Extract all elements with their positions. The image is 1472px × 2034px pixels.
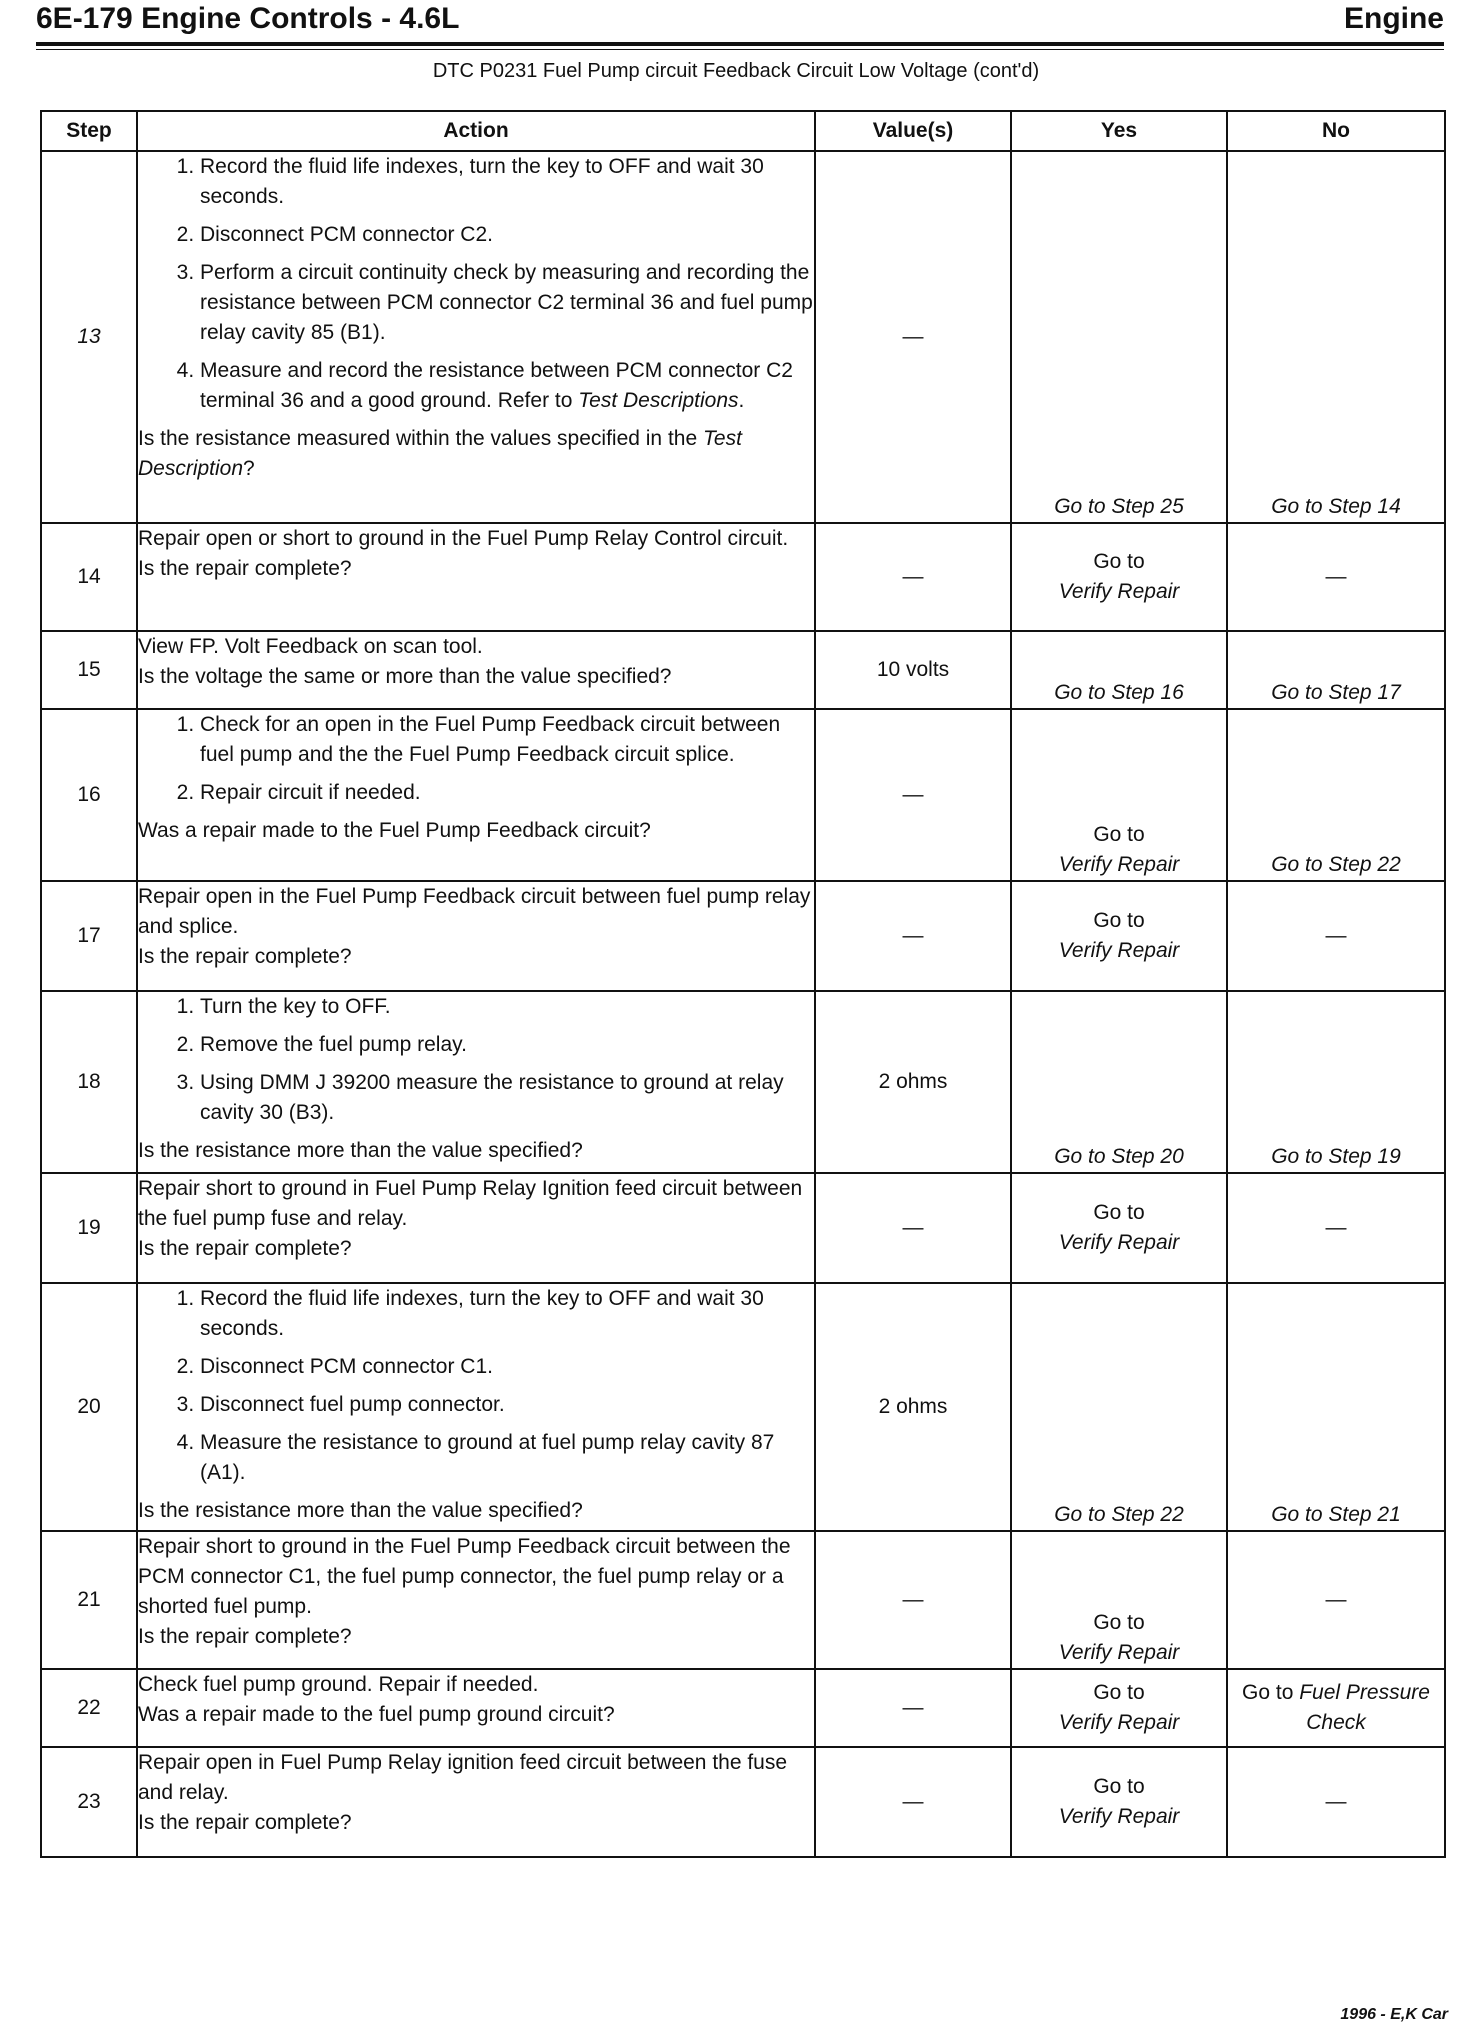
action-question: Was a repair made to the fuel pump ground circuit? (138, 1703, 615, 1726)
step-number: 20 (41, 1283, 137, 1531)
table-row (41, 1173, 1445, 1283)
step-number: 17 (41, 881, 137, 991)
no-result: Go to Step 22 (1227, 709, 1445, 881)
yes-result: Go to Step 25 (1011, 151, 1227, 523)
table-row (41, 631, 1445, 709)
header-rule-thin (36, 49, 1444, 50)
column-header-values: Value(s) (815, 111, 1011, 151)
cross-reference: Test Description (138, 427, 742, 480)
table-header-row (41, 111, 1445, 151)
action-cell (137, 1747, 815, 1857)
table-row (41, 1531, 1445, 1669)
action-question: Is the resistance more than the value specified? (138, 1139, 583, 1162)
value-cell: 10 volts (815, 631, 1011, 709)
cross-reference: Verify Repair (1058, 580, 1180, 603)
step-number: 21 (41, 1531, 137, 1669)
action-cell (137, 1669, 815, 1747)
table-row (41, 709, 1445, 881)
cross-reference: Verify Repair (1058, 939, 1180, 962)
step-number: 23 (41, 1747, 137, 1857)
action-text: Repair open in Fuel Pump Relay ignition feed circuit between the fuse and relay. (138, 1751, 788, 1804)
action-step: 3. Perform a circuit continuity check by measuring and recording the resistance between PCM connector C2 terminal 36 and fuel pump relay cavity 85 (B1). (200, 258, 814, 348)
action-step: 2. Disconnect PCM connector C1. (200, 1352, 814, 1382)
action-cell (137, 151, 815, 523)
action-text: Repair open in the Fuel Pump Feedback circuit between fuel pump relay and splice. (138, 885, 811, 938)
yes-result: Go to Verify Repair (1011, 709, 1227, 881)
action-step: 2. Disconnect PCM connector C2. (200, 220, 814, 250)
table-row (41, 1283, 1445, 1531)
no-result: Go to Step 14 (1227, 151, 1445, 523)
yes-result: Go to Verify Repair (1011, 1173, 1227, 1283)
cross-reference: Verify Repair (1058, 1641, 1180, 1664)
action-text: Repair open or short to ground in the Fuel Pump Relay Control circuit. (138, 527, 789, 550)
no-result: — (1227, 1531, 1445, 1669)
no-result: Go to Fuel Pressure Check (1227, 1669, 1445, 1747)
no-result: Go to Step 21 (1227, 1283, 1445, 1531)
action-question: Is the repair complete? (138, 1237, 352, 1260)
yes-result: Go to Step 20 (1011, 991, 1227, 1173)
step-number: 14 (41, 523, 137, 631)
no-result: — (1227, 523, 1445, 631)
action-step: 4. Measure and record the resistance between PCM connector C2 terminal 36 and a good ground. Refer to Test Descriptions. (200, 356, 814, 416)
yes-result: Go to Verify Repair (1011, 1531, 1227, 1669)
column-header-step: Step (41, 111, 137, 151)
table-title: DTC P0231 Fuel Pump circuit Feedback Circuit Low Voltage (cont'd) (432, 60, 1040, 82)
action-question: Is the resistance measured within the values specified in the Test Description? (138, 427, 742, 480)
action-question: Is the voltage the same or more than the value specified? (138, 665, 672, 688)
action-step: 3. Disconnect fuel pump connector. (200, 1390, 814, 1420)
cross-reference: Verify Repair (1058, 1711, 1180, 1734)
step-number: 16 (41, 709, 137, 881)
action-text: Repair short to ground in the Fuel Pump Feedback circuit between the PCM connector C1, the fuel pump connector, the fuel pump relay or a shorted fuel pump. (138, 1535, 791, 1618)
action-cell (137, 1283, 815, 1531)
action-step: 2. Repair circuit if needed. (200, 778, 814, 808)
action-step: 3. Using DMM J 39200 measure the resistance to ground at relay cavity 30 (B3). (200, 1068, 814, 1128)
no-result: Go to Step 17 (1227, 631, 1445, 709)
table-row (41, 1669, 1445, 1747)
action-question: Is the repair complete? (138, 557, 352, 580)
action-question: Was a repair made to the Fuel Pump Feedback circuit? (138, 819, 651, 842)
step-number: 15 (41, 631, 137, 709)
action-question: Is the resistance more than the value specified? (138, 1499, 583, 1522)
yes-result: Go to Verify Repair (1011, 881, 1227, 991)
yes-result: Go to Step 22 (1011, 1283, 1227, 1531)
column-header-no: No (1227, 111, 1445, 151)
no-result: — (1227, 1173, 1445, 1283)
cross-reference: Test Descriptions (578, 389, 739, 412)
action-cell (137, 1531, 815, 1669)
section-name: Engine (1343, 2, 1444, 35)
action-cell (137, 1173, 815, 1283)
column-header-action: Action (137, 111, 815, 151)
value-cell: — (815, 1531, 1011, 1669)
action-cell (137, 709, 815, 881)
step-number: 18 (41, 991, 137, 1173)
cross-reference: Verify Repair (1058, 1805, 1180, 1828)
value-cell: — (815, 881, 1011, 991)
value-cell: — (815, 151, 1011, 523)
action-steps (138, 1284, 814, 1488)
action-step: 4. Measure the resistance to ground at fuel pump relay cavity 87 (A1). (200, 1428, 814, 1488)
header-rule (36, 42, 1444, 46)
cross-reference: Verify Repair (1058, 853, 1180, 876)
action-question: Is the repair complete? (138, 945, 352, 968)
action-text: Check fuel pump ground. Repair if needed. (138, 1673, 539, 1696)
value-cell: 2 ohms (815, 1283, 1011, 1531)
value-cell: — (815, 1669, 1011, 1747)
column-header-yes: Yes (1011, 111, 1227, 151)
value-cell: — (815, 1747, 1011, 1857)
yes-result: Go to Verify Repair (1011, 1747, 1227, 1857)
yes-result: Go to Verify Repair (1011, 1669, 1227, 1747)
action-cell (137, 631, 815, 709)
action-cell (137, 881, 815, 991)
action-steps (138, 152, 814, 416)
value-cell: — (815, 523, 1011, 631)
table-row (41, 1747, 1445, 1857)
value-cell: — (815, 1173, 1011, 1283)
action-step: 1. Turn the key to OFF. (200, 992, 814, 1022)
action-step: 1. Check for an open in the Fuel Pump Feedback circuit between fuel pump and the the Fuel Pump Feedback circuit splice. (200, 710, 814, 770)
yes-result: Go to Verify Repair (1011, 523, 1227, 631)
table-row (41, 523, 1445, 631)
action-question: Is the repair complete? (138, 1625, 352, 1648)
step-number: 19 (41, 1173, 137, 1283)
page-footer: 1996 - E,K Car (1340, 2006, 1448, 2023)
page-header (36, 2, 1444, 42)
action-cell (137, 523, 815, 631)
no-result: Go to Step 19 (1227, 991, 1445, 1173)
value-cell: — (815, 709, 1011, 881)
table-row (41, 991, 1445, 1173)
step-number: 13 (41, 151, 137, 523)
action-step: 2. Remove the fuel pump relay. (200, 1030, 814, 1060)
value-cell: 2 ohms (815, 991, 1011, 1173)
action-step: 1. Record the fluid life indexes, turn the key to OFF and wait 30 seconds. (200, 152, 814, 212)
yes-result: Go to Step 16 (1011, 631, 1227, 709)
action-steps (138, 992, 814, 1128)
diagnostic-table (40, 110, 1446, 1858)
page-title: 6E-179 Engine Controls - 4.6L (36, 2, 460, 35)
no-result: — (1227, 1747, 1445, 1857)
action-steps (138, 710, 814, 808)
action-text: View FP. Volt Feedback on scan tool. (138, 635, 483, 658)
table-row (41, 151, 1445, 523)
cross-reference: Verify Repair (1058, 1231, 1180, 1254)
action-step: 1. Record the fluid life indexes, turn the key to OFF and wait 30 seconds. (200, 1284, 814, 1344)
step-number: 22 (41, 1669, 137, 1747)
action-question: Is the repair complete? (138, 1811, 352, 1834)
table-row (41, 881, 1445, 991)
action-cell (137, 991, 815, 1173)
no-result: — (1227, 881, 1445, 991)
cross-reference: Fuel Pressure Check (1299, 1681, 1430, 1734)
action-text: Repair short to ground in Fuel Pump Relay Ignition feed circuit between the fuel pump fuse and relay. (138, 1177, 803, 1230)
